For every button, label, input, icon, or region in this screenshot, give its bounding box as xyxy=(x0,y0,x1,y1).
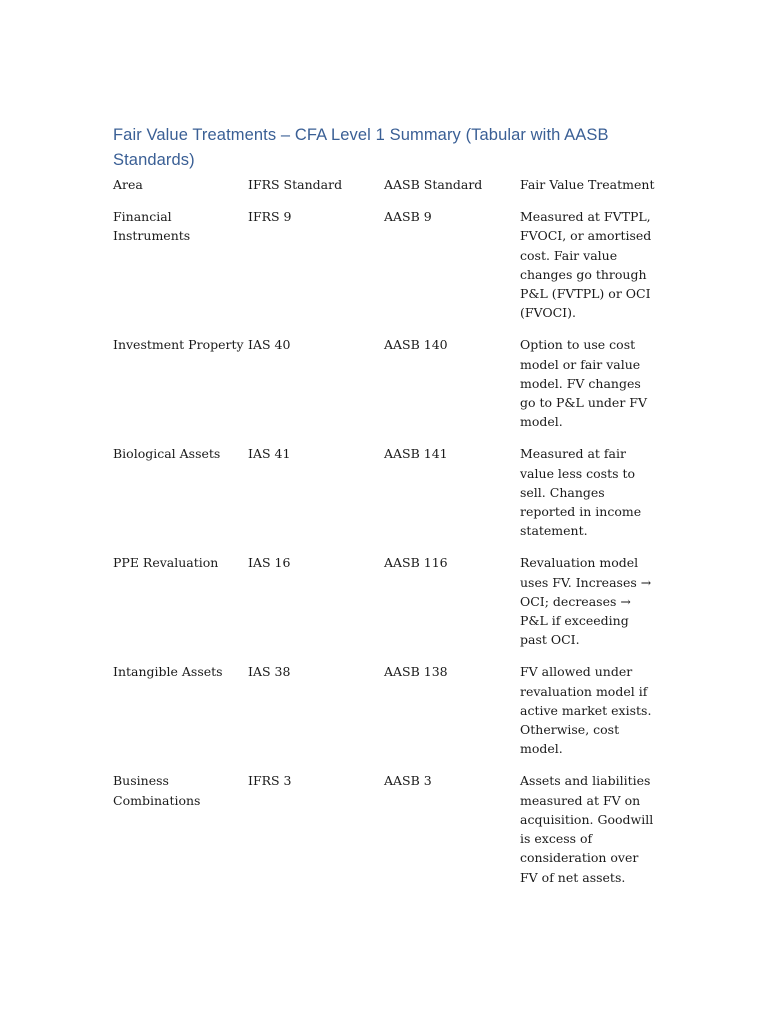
table-row xyxy=(113,553,658,662)
table-row xyxy=(113,444,658,553)
cell-area: Biological Assets xyxy=(113,446,221,462)
cell-ifrs: IAS 16 xyxy=(248,555,291,571)
header-area: Area xyxy=(113,177,143,192)
table-row xyxy=(113,662,658,771)
cell-ifrs: IAS 38 xyxy=(248,664,291,680)
document-page xyxy=(113,123,658,900)
cell-aasb: AASB 138 xyxy=(384,664,448,680)
cell-treatment: Measured at FVTPL, FVOCI, or amortised cost. Fair value changes go through P&L (FVTPL) or OCI (FVOCI). xyxy=(520,209,652,321)
cell-treatment: Option to use cost model or fair value model. FV changes go to P&L under FV model. xyxy=(520,337,647,430)
header-ifrs-standard: IFRS Standard xyxy=(248,177,343,192)
cell-area: Intangible Assets xyxy=(113,664,223,680)
header-aasb-standard: AASB Standard xyxy=(384,177,483,192)
cell-treatment: Measured at fair value less costs to sell. Changes reported in income statement. xyxy=(520,446,642,539)
fair-value-table xyxy=(113,175,658,900)
cell-aasb: AASB 141 xyxy=(384,446,448,462)
table-row xyxy=(113,771,658,899)
cell-treatment: FV allowed under revaluation model if active market exists. Otherwise, cost model. xyxy=(520,664,652,757)
cell-aasb: AASB 140 xyxy=(384,337,448,353)
header-fair-value-treatment: Fair Value Treatment xyxy=(520,177,655,192)
cell-aasb: AASB 116 xyxy=(384,555,448,571)
cell-treatment: Assets and liabilities measured at FV on acquisition. Goodwill is excess of consideration over FV of net assets. xyxy=(520,773,654,885)
cell-treatment: Revaluation model uses FV. Increases → OCI; decreases → P&L if exceeding past OCI. xyxy=(520,555,652,648)
cell-area: Financial Instruments xyxy=(113,209,191,244)
cell-aasb: AASB 9 xyxy=(384,209,432,225)
cell-area: Investment Property xyxy=(113,337,244,353)
cell-area: PPE Revaluation xyxy=(113,555,219,571)
cell-area: Business Combinations xyxy=(113,773,201,808)
table-row xyxy=(113,207,658,335)
cell-aasb: AASB 3 xyxy=(384,773,432,789)
cell-ifrs: IFRS 3 xyxy=(248,773,292,789)
cell-ifrs: IAS 40 xyxy=(248,337,291,353)
table-header-row xyxy=(113,175,658,207)
table-row xyxy=(113,335,658,444)
cell-ifrs: IFRS 9 xyxy=(248,209,292,225)
document-title: Fair Value Treatments – CFA Level 1 Summary (Tabular with AASB Standards) xyxy=(113,126,609,169)
cell-ifrs: IAS 41 xyxy=(248,446,291,462)
